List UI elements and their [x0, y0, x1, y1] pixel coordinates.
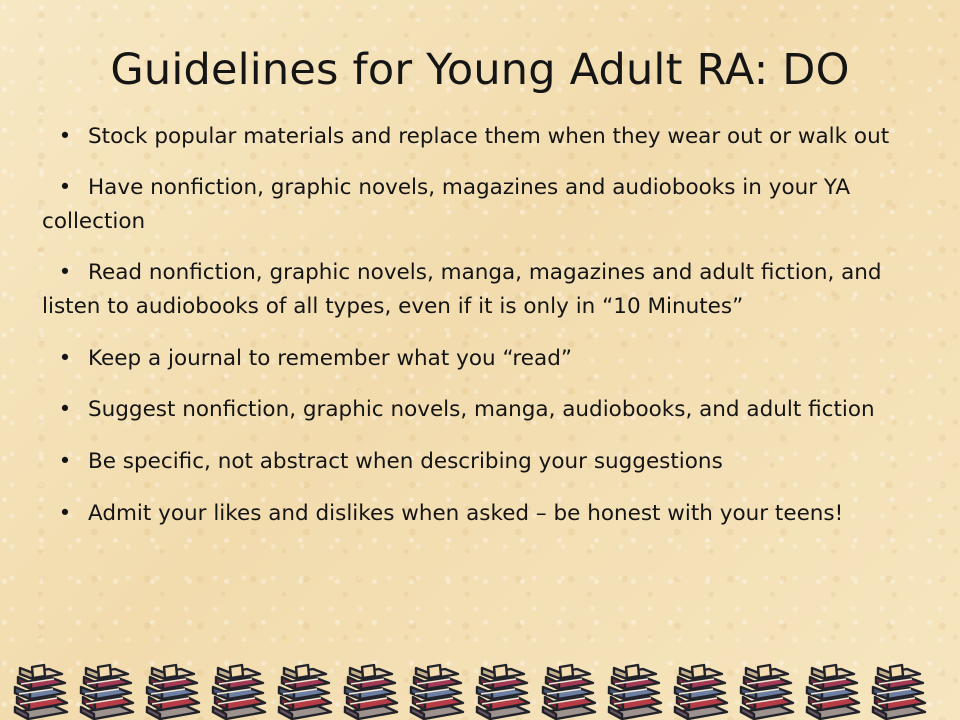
book-stack-icon	[868, 654, 930, 720]
slide-title: Guidelines for Young Adult RA: DO	[110, 45, 850, 95]
book-stack-icon	[274, 654, 336, 720]
book-stack-icon	[76, 654, 138, 720]
bullet-item	[42, 445, 932, 479]
bullet-item	[42, 120, 932, 154]
bullet-text: Stock popular materials and replace them when they wear out or walk out	[88, 124, 890, 149]
bullet-text: Have nonfiction, graphic novels, magazines and audiobooks in your YA collection	[42, 175, 851, 234]
bullet-text: Suggest nonfiction, graphic novels, manga, audiobooks, and adult fiction	[88, 397, 875, 422]
book-stack-icon	[604, 654, 666, 720]
book-stack-icon	[340, 654, 402, 720]
book-stack-icon	[670, 654, 732, 720]
bullet-glyph: •	[58, 501, 72, 526]
bullet-text: Be specific, not abstract when describing your suggestions	[88, 449, 723, 474]
bullet-item	[42, 256, 932, 324]
bullet-glyph: •	[58, 124, 72, 149]
bullet-text: Read nonfiction, graphic novels, manga, magazines and adult fiction, and listen to audiobooks of all types, even if it is only in “10 Minutes”	[42, 260, 882, 319]
bullet-glyph: •	[58, 346, 72, 371]
bullet-text: Admit your likes and dislikes when asked – be honest with your teens!	[88, 501, 844, 526]
bullet-glyph: •	[58, 175, 72, 200]
bullet-item	[42, 497, 932, 531]
book-stack-icon	[142, 654, 204, 720]
book-stack-icon	[10, 654, 72, 720]
book-stack-icon	[538, 654, 600, 720]
book-stack-icon	[802, 654, 864, 720]
bullet-text: Keep a journal to remember what you “read”	[88, 346, 572, 371]
bullet-glyph: •	[58, 397, 72, 422]
book-border	[10, 654, 952, 720]
book-stack-icon	[736, 654, 798, 720]
book-stack-icon	[472, 654, 534, 720]
book-stack-icon	[406, 654, 468, 720]
bullet-glyph: •	[58, 260, 72, 285]
bullet-item	[42, 393, 932, 427]
bullet-item	[42, 171, 932, 239]
bullet-item	[42, 342, 932, 376]
book-stack-icon	[208, 654, 270, 720]
bullet-list	[42, 120, 932, 548]
bullet-glyph: •	[58, 449, 72, 474]
